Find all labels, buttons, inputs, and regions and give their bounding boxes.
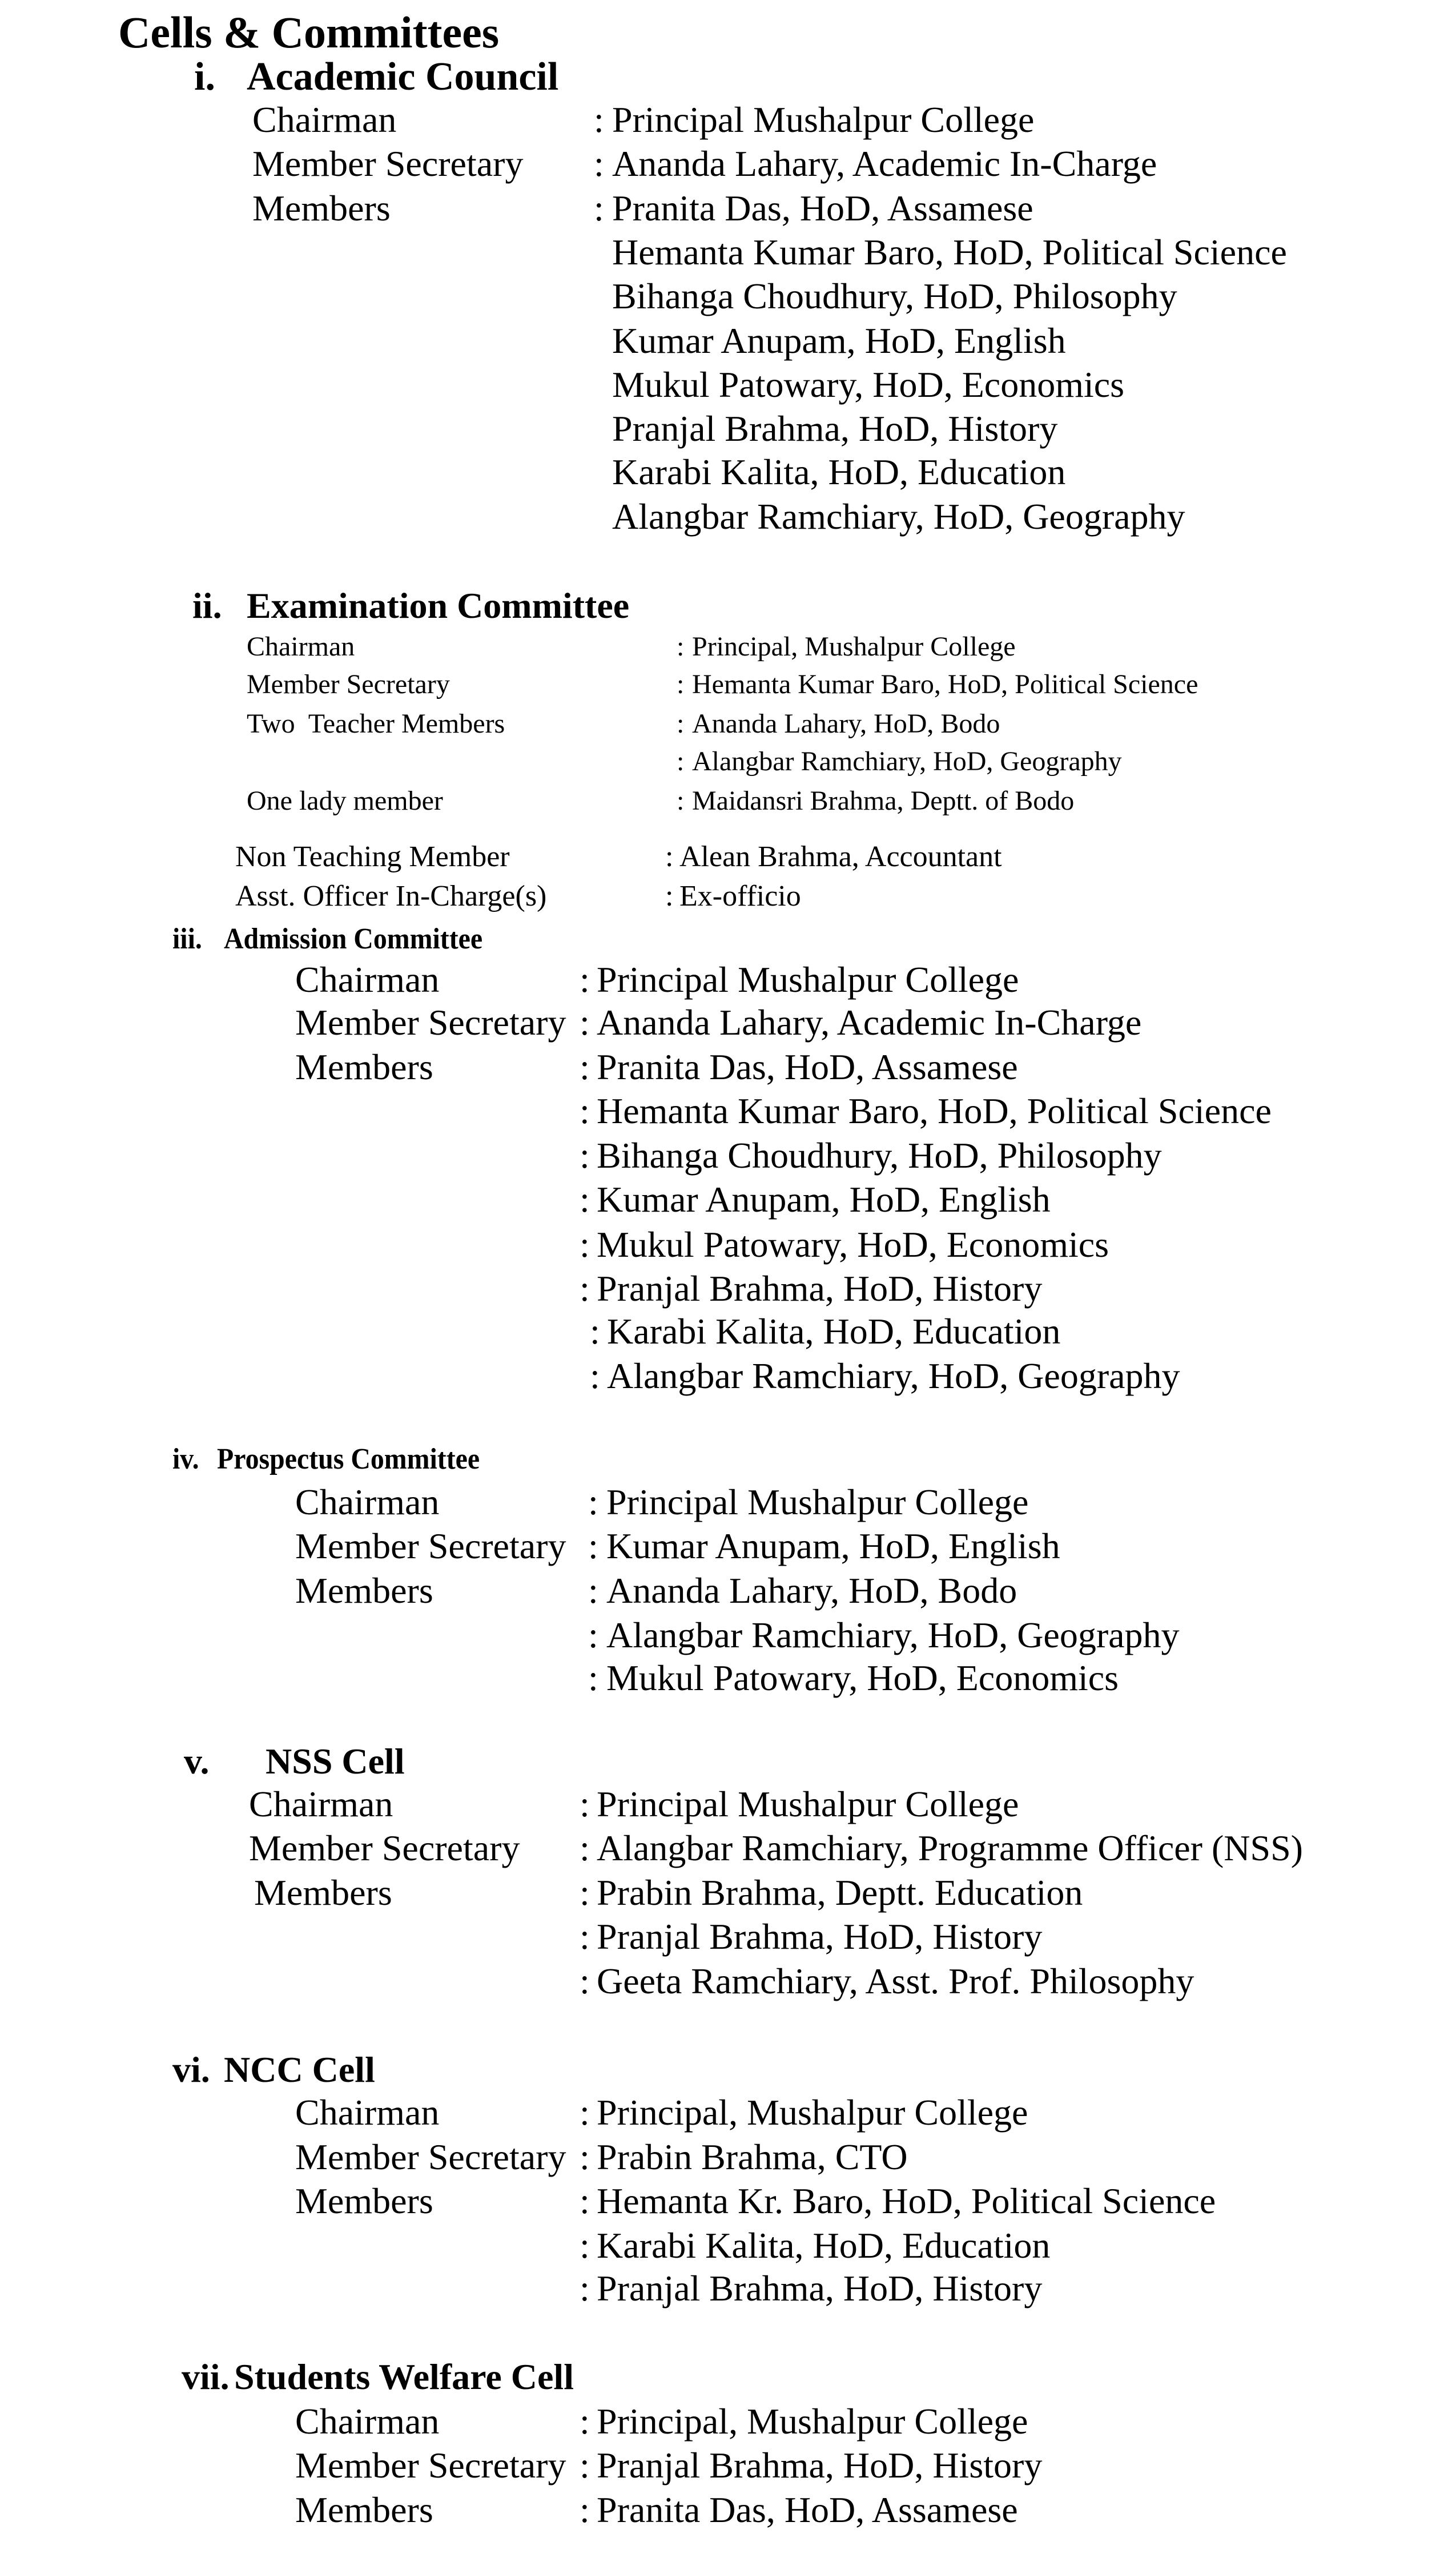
row-separator: :	[580, 1224, 590, 1265]
row-separator: :	[588, 1570, 598, 1611]
row-separator: :	[588, 1658, 598, 1698]
row-label: Chairman	[295, 2401, 440, 2442]
row-value: Ex-officio	[679, 880, 801, 912]
row-label: Members	[254, 1872, 392, 1913]
row-label: Members	[295, 1047, 433, 1087]
section-number: iv.	[172, 1443, 199, 1475]
section-number: v.	[184, 1741, 210, 1781]
row-label: Chairman	[249, 1784, 393, 1824]
row-value: Kumar Anupam, HoD, English	[597, 1179, 1051, 1220]
row-value: Karabi Kalita, HoD, Education	[597, 2225, 1051, 2266]
row-separator: :	[677, 746, 685, 777]
row-separator: :	[588, 1615, 598, 1655]
row-value: Alangbar Ramchiary, HoD, Geography	[692, 746, 1122, 777]
row-value: Ananda Lahary, HoD, Bodo	[692, 709, 1000, 739]
row-separator: :	[580, 2092, 590, 2133]
section-title: Admission Committee	[224, 923, 483, 955]
row-value: Pranjal Brahma, HoD, History	[597, 2268, 1043, 2308]
row-value: Hemanta Kumar Baro, HoD, Political Science	[612, 232, 1287, 272]
row-value: Mukul Patowary, HoD, Economics	[606, 1658, 1119, 1698]
row-value: Ananda Lahary, Academic In-Charge	[597, 1002, 1142, 1043]
section-number: vi.	[172, 2049, 210, 2090]
row-separator: :	[677, 709, 685, 739]
row-value: Kumar Anupam, HoD, English	[612, 320, 1066, 361]
row-value: Karabi Kalita, HoD, Education	[612, 452, 1066, 492]
row-value: Principal, Mushalpur College	[692, 632, 1016, 662]
row-separator: :	[580, 1002, 590, 1043]
row-separator: :	[580, 2137, 590, 2177]
row-separator: :	[588, 1482, 598, 1522]
row-separator: :	[580, 1916, 590, 1957]
row-separator: :	[677, 669, 685, 699]
row-value: Mukul Patowary, HoD, Economics	[612, 364, 1125, 405]
row-label: Non Teaching Member	[235, 840, 510, 873]
row-separator: :	[580, 1828, 590, 1868]
row-separator: :	[580, 1268, 590, 1309]
row-separator: :	[580, 2268, 590, 2308]
row-separator: :	[580, 959, 590, 1000]
row-value: Kumar Anupam, HoD, English	[606, 1526, 1060, 1566]
row-value: Ananda Lahary, Academic In-Charge	[612, 143, 1157, 184]
row-value: Hemanta Kumar Baro, HoD, Political Science	[692, 669, 1198, 699]
row-value: Prabin Brahma, CTO	[597, 2137, 908, 2177]
section-title: Academic Council	[247, 55, 559, 99]
section-title: Prospectus Committee	[217, 1443, 480, 1475]
row-value: Hemanta Kumar Baro, HoD, Political Science	[597, 1091, 1272, 1131]
row-separator: :	[580, 1872, 590, 1913]
row-label: Member Secretary	[247, 669, 450, 699]
row-separator: :	[665, 840, 674, 873]
row-separator: :	[580, 1961, 590, 2001]
row-label: Chairman	[247, 632, 355, 662]
row-value: Pranita Das, HoD, Assamese	[597, 2489, 1018, 2530]
row-label: One lady member	[247, 786, 443, 816]
row-value: Alangbar Ramchiary, HoD, Geography	[607, 1356, 1180, 1396]
row-separator: :	[590, 1356, 600, 1396]
row-separator: :	[580, 1179, 590, 1220]
row-label: Two Teacher Members	[247, 709, 505, 739]
row-label: Member Secretary	[295, 1002, 566, 1043]
row-label: Chairman	[295, 1482, 440, 1522]
row-value: Alean Brahma, Accountant	[679, 840, 1002, 873]
row-value: Alangbar Ramchiary, HoD, Geography	[606, 1615, 1180, 1655]
page-title: Cells & Committees	[118, 7, 500, 57]
row-value: Maidansri Brahma, Deptt. of Bodo	[692, 786, 1075, 816]
row-label: Chairman	[295, 959, 440, 1000]
row-label: Chairman	[252, 99, 397, 140]
row-label: Members	[295, 1570, 433, 1611]
row-separator: :	[665, 880, 674, 912]
row-separator: :	[580, 2489, 590, 2530]
row-value: Alangbar Ramchiary, HoD, Geography	[612, 496, 1185, 537]
section-number: ii.	[192, 585, 222, 626]
row-separator: :	[580, 1091, 590, 1131]
section-title: Examination Committee	[247, 585, 630, 626]
row-value: Pranjal Brahma, HoD, History	[597, 1916, 1043, 1957]
section-title: NCC Cell	[224, 2049, 375, 2090]
row-separator: :	[588, 1526, 598, 1566]
row-separator: :	[580, 2181, 590, 2221]
row-separator: :	[580, 1047, 590, 1087]
row-separator: :	[677, 786, 685, 816]
row-value: Principal, Mushalpur College	[597, 2092, 1028, 2133]
row-separator: :	[580, 1135, 590, 1176]
row-label: Member Secretary	[295, 2137, 566, 2177]
row-separator: :	[594, 99, 604, 140]
row-separator: :	[580, 2401, 590, 2442]
row-value: Principal, Mushalpur College	[597, 2401, 1028, 2442]
row-value: Pranjal Brahma, HoD, History	[612, 408, 1058, 449]
row-label: Member Secretary	[252, 143, 524, 184]
row-separator: :	[677, 632, 685, 662]
row-label: Members	[295, 2489, 433, 2530]
row-value: Principal Mushalpur College	[597, 959, 1019, 1000]
row-value: Pranita Das, HoD, Assamese	[612, 188, 1033, 228]
row-value: Principal Mushalpur College	[606, 1482, 1029, 1522]
row-value: Alangbar Ramchiary, Programme Officer (NSS)	[597, 1828, 1303, 1868]
section-title: NSS Cell	[266, 1741, 405, 1781]
row-label: Asst. Officer In-Charge(s)	[235, 880, 547, 912]
row-value: Mukul Patowary, HoD, Economics	[597, 1224, 1109, 1265]
row-label: Member Secretary	[295, 2445, 566, 2485]
section-number: i.	[194, 55, 215, 99]
row-value: Hemanta Kr. Baro, HoD, Political Science	[597, 2181, 1216, 2221]
row-label: Member Secretary	[295, 1526, 566, 1566]
row-value: Principal Mushalpur College	[612, 99, 1035, 140]
row-label: Chairman	[295, 2092, 440, 2133]
row-label: Members	[252, 188, 391, 228]
row-separator: :	[580, 1784, 590, 1824]
row-value: Bihanga Choudhury, HoD, Philosophy	[612, 276, 1177, 316]
section-number: iii.	[172, 923, 202, 955]
row-separator: :	[594, 188, 604, 228]
row-value: Ananda Lahary, HoD, Bodo	[606, 1570, 1017, 1611]
row-value: Prabin Brahma, Deptt. Education	[597, 1872, 1083, 1913]
row-separator: :	[580, 2225, 590, 2266]
row-value: Pranita Das, HoD, Assamese	[597, 1047, 1018, 1087]
row-separator: :	[580, 2445, 590, 2485]
row-value: Principal Mushalpur College	[597, 1784, 1019, 1824]
row-label: Member Secretary	[249, 1828, 520, 1868]
row-value: Geeta Ramchiary, Asst. Prof. Philosophy	[597, 1961, 1194, 2001]
section-title: Students Welfare Cell	[234, 2356, 574, 2397]
row-value: Bihanga Choudhury, HoD, Philosophy	[597, 1135, 1162, 1176]
row-value: Karabi Kalita, HoD, Education	[607, 1311, 1061, 1352]
row-label: Members	[295, 2181, 433, 2221]
row-value: Pranjal Brahma, HoD, History	[597, 2445, 1043, 2485]
row-value: Pranjal Brahma, HoD, History	[597, 1268, 1043, 1309]
row-separator: :	[590, 1311, 600, 1352]
section-number: vii.	[182, 2356, 230, 2397]
row-separator: :	[594, 143, 604, 184]
